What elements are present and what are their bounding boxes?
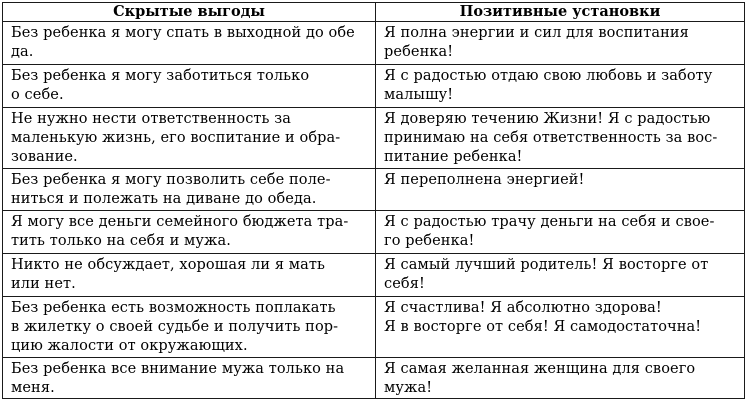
cell-text-line: мужа!: [384, 380, 433, 396]
cell-text-line: принимаю на себя ответственность за вос-: [384, 130, 718, 146]
cell-text-line: меня.: [11, 380, 55, 396]
table-row: [3, 254, 745, 297]
benefits-affirmations-table: [2, 2, 745, 399]
cell-text-line: Я самый лучший родитель! Я восторге от: [384, 257, 709, 273]
cell-text-line: ниться и полежать на диване до обеда.: [11, 191, 317, 207]
header-hidden-benefits: Скрытые выгоды: [3, 3, 376, 22]
cell-text-line: Я самая желанная женщина для своего: [384, 361, 696, 377]
cell-text-line: Я с радостью трачу деньги на себя и свое-: [384, 214, 715, 230]
cell-text-line: или нет.: [11, 276, 76, 292]
cell-text-line: Я полна энергии и сил для воспитания: [384, 25, 689, 41]
hidden-benefit-cell: [3, 358, 376, 399]
cell-text-line: цию жалости от окружающих.: [11, 338, 248, 354]
cell-text-line: в жилетку о своей судьбе и получить пор-: [11, 319, 339, 335]
cell-text-line: Не нужно нести ответственность за: [11, 111, 291, 127]
cell-text-line: Никто не обсуждает, хорошая ли я мать: [11, 257, 326, 273]
affirmation-cell: [376, 169, 745, 211]
cell-text-line: го ребенка!: [384, 233, 475, 249]
hidden-benefit-cell: [3, 65, 376, 108]
affirmation-cell: [376, 297, 745, 358]
cell-text-line: Без ребенка есть возможность поплакать: [11, 300, 336, 316]
cell-text-line: маленькую жизнь, его воспитание и обра-: [11, 130, 341, 146]
table-row: [3, 65, 745, 108]
cell-text-line: Без ребенка я могу позволить себе поле-: [11, 172, 331, 188]
table-row: [3, 169, 745, 211]
table-row: [3, 358, 745, 399]
cell-text-line: Я могу все деньги семейного бюджета тра-: [11, 214, 349, 230]
cell-text-line: тить только на себя и мужа.: [11, 233, 231, 249]
cell-text-line: себя!: [384, 276, 425, 292]
affirmation-cell: [376, 211, 745, 254]
affirmation-cell: [376, 358, 745, 399]
table-row: [3, 108, 745, 169]
hidden-benefit-cell: [3, 254, 376, 297]
hidden-benefit-cell: [3, 297, 376, 358]
hidden-benefit-cell: [3, 22, 376, 65]
cell-text-line: да.: [11, 44, 34, 60]
cell-text-line: зование.: [11, 149, 78, 165]
affirmation-cell: [376, 22, 745, 65]
table-row: [3, 211, 745, 254]
cell-text-line: питание ребенка!: [384, 149, 523, 165]
hidden-benefit-cell: [3, 169, 376, 211]
cell-text-line: малышу!: [384, 87, 454, 103]
hidden-benefit-cell: [3, 108, 376, 169]
cell-text-line: Без ребенка все внимание мужа только на: [11, 361, 345, 377]
cell-text-line: Я доверяю течению Жизни! Я с радостью: [384, 111, 711, 127]
table-header-row: [3, 3, 745, 22]
hidden-benefit-cell: [3, 211, 376, 254]
affirmation-cell: [376, 65, 745, 108]
cell-text-line: Я с радостью отдаю свою любовь и заботу: [384, 68, 713, 84]
cell-text-line: Я переполнена энергией!: [384, 172, 585, 188]
affirmation-cell: [376, 254, 745, 297]
cell-text-line: о себе.: [11, 87, 64, 103]
cell-text-line: Без ребенка я могу заботиться только: [11, 68, 310, 84]
cell-text-line: Без ребенка я могу спать в выходной до обе: [11, 25, 355, 41]
affirmation-cell: [376, 108, 745, 169]
table-row: [3, 22, 745, 65]
header-positive-affirmations: Позитивные установки: [376, 3, 745, 22]
cell-text-line: Я в восторге от себя! Я самодостаточна!: [384, 319, 702, 335]
cell-text-line: ребенка!: [384, 44, 454, 60]
table-row: [3, 297, 745, 358]
cell-text-line: Я счастлива! Я абсолютно здорова!: [384, 300, 662, 316]
